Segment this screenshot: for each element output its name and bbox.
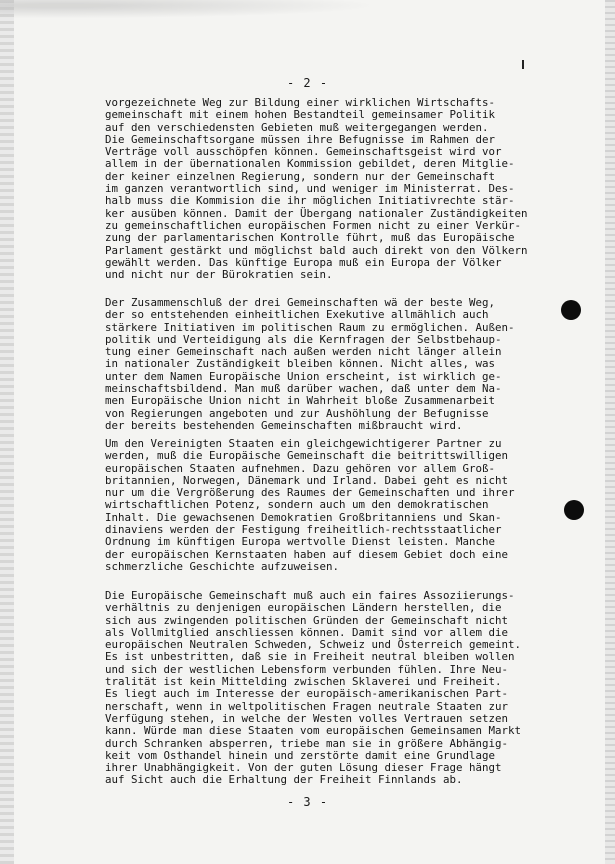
- page-number-top: - 2 -: [286, 76, 329, 90]
- text-line: als Vollmitglied anschliessen können. Damit sind vor allem die: [105, 625, 509, 639]
- text-line: der so entstehenden einheitlichen Exekutive allmählich auch: [105, 308, 489, 322]
- text-line: britannien, Norwegen, Dänemark und Irland. Dabei geht es nicht: [105, 473, 509, 487]
- paragraph-1: [105, 97, 557, 281]
- text-line: tralität ist kein Mittelding zwischen Sklaverei und Freiheit.: [105, 675, 502, 689]
- text-line: kann. Würde man diese Staaten vom europäischen Gemeinsamen Markt: [105, 724, 522, 738]
- text-line: Es liegt auch im Interesse der europäisch-amerikanischen Part-: [105, 687, 509, 701]
- text-line: Verträge voll ausschöpfen können. Gemeinschaftsgeist wird vor: [105, 145, 502, 159]
- text-line: der bereits bestehenden Gemeinschaften mißbraucht wird.: [105, 418, 463, 432]
- text-line: tung einer Gemeinschaft nach außen werden nicht länger allein: [105, 345, 502, 359]
- text-line: gemeinschaft mit einem hohen Bestandteil gemeinsamer Politik: [105, 108, 496, 122]
- paragraph-4: [105, 590, 557, 787]
- text-line: wirtschaftlichen Potenz, sondern auch um den demokratischen: [105, 498, 489, 512]
- paragraph-2: [105, 297, 557, 432]
- text-line: auf Sicht auch die Erhaltung der Freiheit Finnlands ab.: [105, 773, 463, 787]
- text-line: verhältnis zu denjenigen europäischen Ländern herstellen, die: [105, 601, 502, 615]
- text-line: stärkere Initiativen im politischen Raum zu ermöglichen. Außen-: [105, 320, 515, 334]
- text-line: Um den Vereinigten Staaten ein gleichgewichtigerer Partner zu: [105, 437, 502, 450]
- text-line: und sich der westlichen Lebensform verbunden fühlen. Ihre Neu-: [105, 662, 509, 676]
- text-line: Verfügung stehen, in welche der Westen volles Vertrauen setzen: [105, 711, 509, 725]
- text-line: halb muss die Kommision die ihr möglichen Initiativrechte stär-: [105, 194, 515, 208]
- text-line: zu gemeinschaftlichen europäischen Formen nicht zu einer Verkür-: [105, 218, 522, 232]
- punch-hole: [561, 300, 581, 320]
- text-line: Der Zusammenschluß der drei Gemeinschaften wä der beste Weg,: [105, 296, 496, 309]
- text-line: und nicht nur der Bürokratien sein.: [105, 268, 333, 282]
- text-line: der europäischen Kernstaaten haben auf diesem Gebiet doch eine: [105, 547, 509, 561]
- text-line: keit vom Osthandel hinein und zerstörte damit eine Grundlage: [105, 748, 496, 762]
- text-line: schmerzliche Geschichte aufzuweisen.: [105, 559, 340, 573]
- text-line: men Europäische Union nicht in Wahrheit bloße Zusammenarbeit: [105, 394, 496, 408]
- text-line: werden, muß die Europäische Gemeinschaft die beitrittswilligen: [105, 449, 509, 463]
- text-line: Die Gemeinschaftsorgane müssen ihre Befugnisse im Rahmen der: [105, 132, 496, 146]
- text-line: der keiner einzelnen Regierung, sondern nur der Gemeinschaft: [105, 169, 496, 183]
- text-line: ihrer Unabhängigkeit. Von der guten Lösung dieser Frage hängt: [105, 761, 502, 775]
- text-line: allem in der übernationalen Kommission gebildet, deren Mitglie-: [105, 157, 515, 171]
- scan-edge-top: [0, 0, 615, 28]
- text-line: ker ausüben können. Damit der Übergang nationaler Zuständigkeiten: [105, 206, 528, 220]
- text-line: vorgezeichnete Weg zur Bildung einer wirklichen Wirtschafts-: [105, 96, 496, 109]
- text-line: dinaviens werden der Festigung freiheitlich-rechtsstaatlicher: [105, 523, 502, 537]
- text-line: Die Europäische Gemeinschaft muß auch ein faires Assoziierungs-: [105, 589, 515, 602]
- text-line: in nationaler Zuständigkeit bleiben können. Nicht alles, was: [105, 357, 496, 371]
- text-line: europäischen Neutralen Schweden, Schweiz und Österreich gemeint.: [105, 638, 522, 652]
- text-line: sich aus zwingenden politischen Gründen der Gemeinschaft nicht: [105, 613, 509, 627]
- text-line: nerschaft, wenn in weltpolitischen Fragen neutrale Staaten zur: [105, 699, 509, 713]
- text-line: Ordnung im künftigen Europa wertvolle Dienst leisten. Manche: [105, 535, 496, 549]
- text-line: im ganzen verantwortlich sind, und weniger im Ministerrat. Des-: [105, 182, 515, 196]
- text-line: europäischen Staaten aufnehmen. Dazu gehören vor allem Groß-: [105, 461, 496, 475]
- scan-edge-left: [0, 0, 14, 864]
- text-line: Es ist unbestritten, daß sie in Freiheit neutral bleiben wollen: [105, 650, 515, 664]
- text-line: zung der parlamentarischen Kontrolle führt, muß das Europäische: [105, 231, 515, 245]
- text-line: gewählt werden. Das künftige Europa muß ein Europa der Völker: [105, 255, 502, 269]
- paragraph-3: [105, 438, 557, 573]
- text-line: auf den verschiedensten Gebieten muß weitergegangen werden.: [105, 120, 489, 134]
- text-line: Inhalt. Die gewachsenen Demokratien Großbritanniens und Skan-: [105, 510, 502, 524]
- text-line: von Regierungen angeboten und zur Aushöhlung der Befugnisse: [105, 406, 489, 420]
- text-line: meinschaftsbildend. Man muß darüber wachen, daß unter dem Na-: [105, 382, 502, 396]
- text-line: unter dem Namen Europäische Union erscheint, ist wirklich ge-: [105, 369, 502, 383]
- scan-edge-right: [605, 0, 615, 864]
- punch-hole: [564, 500, 584, 520]
- text-line: politik und Verteidigung als die Kernfragen der Selbstbehaup-: [105, 332, 502, 346]
- pen-mark: [522, 60, 524, 69]
- page-number-bottom: - 3 -: [286, 795, 329, 809]
- text-line: nur um die Vergrößerung des Raumes der Gemeinschaften und ihrer: [105, 486, 515, 500]
- text-line: Parlament gestärkt und möglichst bald auch direkt von den Völkern: [105, 243, 528, 257]
- text-line: durch Schranken absperren, triebe man sie in größere Abhängig-: [105, 736, 509, 750]
